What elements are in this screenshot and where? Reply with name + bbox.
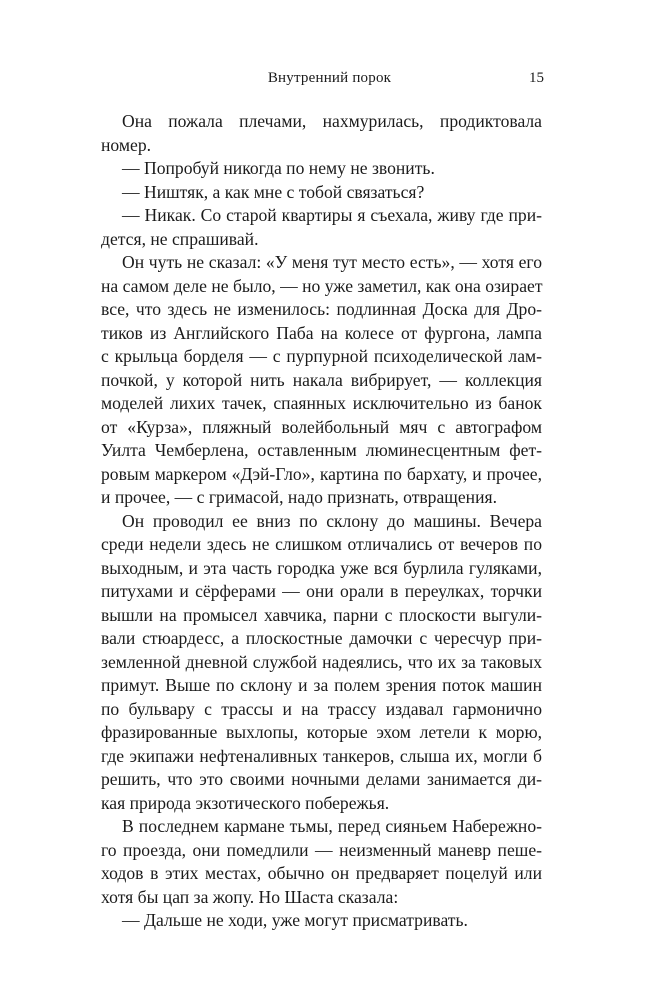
text-line: с крыльца борделя — с пурпурной психоделической лам- xyxy=(101,346,542,366)
text-line: го проезда, они помедлили — неизменный маневр пеше- xyxy=(101,839,542,860)
text-line: и прочее, — с гримасой, надо признать, отвращения. xyxy=(101,487,497,507)
text-line: — Ништяк, а как мне с тобой связаться? xyxy=(122,181,425,202)
text-line: на самом деле не было, — но уже заметил, как она озирает xyxy=(101,275,543,296)
text-line: — Никак. Со старой квартиры я съехала, живу где при- xyxy=(122,205,542,225)
text-line: ходов в этих местах, обычно он предваряет поцелуй или xyxy=(101,863,542,883)
text-line: — Попробуй никогда по нему не звонить. xyxy=(122,158,435,178)
text-line: земленной дневной службой надеялись, что их за таковых xyxy=(101,651,542,672)
text-line: кая природа экзотического побережья. xyxy=(101,792,390,813)
running-title: Внутренний порок xyxy=(267,70,392,86)
text-line: от «Курза», пляжный волейбольный мяч с автографом xyxy=(101,416,542,437)
text-line: по бульвару с трассы и на трассу издавал гармонично xyxy=(101,698,542,719)
text-line: — Дальше не ходи, уже могут присматривать. xyxy=(122,910,468,930)
text-line: среди недели здесь не слишком отличались от вечеров по xyxy=(101,534,542,554)
text-line: вышли на промысел хавчика, парни с плоскости выгули- xyxy=(101,604,542,625)
text-line: ровым маркером «Дэй-Гло», картина по бархату, и прочее, xyxy=(101,463,542,484)
text-line: Он чуть не сказал: «У меня тут место есть», — хотя его xyxy=(122,252,542,272)
text-line: питухами и сёрферами — они орали в переулках, торчки xyxy=(101,581,542,601)
text-line: решить, что это своими ночными делами занимается ди- xyxy=(101,769,542,789)
text-line: тиков из Английского Паба на колесе от фургона, лампа xyxy=(101,322,542,343)
text-line: Она пожала плечами, нахмурилась, продиктовала xyxy=(122,111,542,131)
text-line: выходным, и эта часть городка уже вся бурлила гуляками, xyxy=(101,557,542,578)
text-line: Уилта Чемберлена, оставленным люминесцентным фет- xyxy=(101,440,542,460)
text-line: почкой, у которой нить накала вибрирует, — коллекция xyxy=(101,369,542,390)
text-line: где экипажи нефтеналивных танкеров, слыша их, могли б xyxy=(101,745,542,766)
text-line: В последнем кармане тьмы, перед сияньем Набережно- xyxy=(122,816,542,836)
text-line: дется, не спрашивай. xyxy=(101,228,259,249)
text-line: фразированные выхлопы, которые эхом летели к морю, xyxy=(101,722,542,742)
text-line: все, что здесь не изменилось: подлинная Доска для Дро- xyxy=(101,299,542,319)
text-line: примут. Выше по склону и за полем зрения поток машин xyxy=(101,675,542,695)
page-number: 15 xyxy=(529,70,544,86)
text-line: номер. xyxy=(101,134,152,155)
text-line: Он проводил ее вниз по склону до машины. Вечера xyxy=(122,510,542,531)
text-line: моделей лихих тачек, спаянных исключительно из банок xyxy=(101,393,542,413)
text-line: вали стюардесс, а плоскостные дамочки с чересчур при- xyxy=(101,628,542,648)
text-line: хотя бы цап за жопу. Но Шаста сказала: xyxy=(101,886,399,907)
